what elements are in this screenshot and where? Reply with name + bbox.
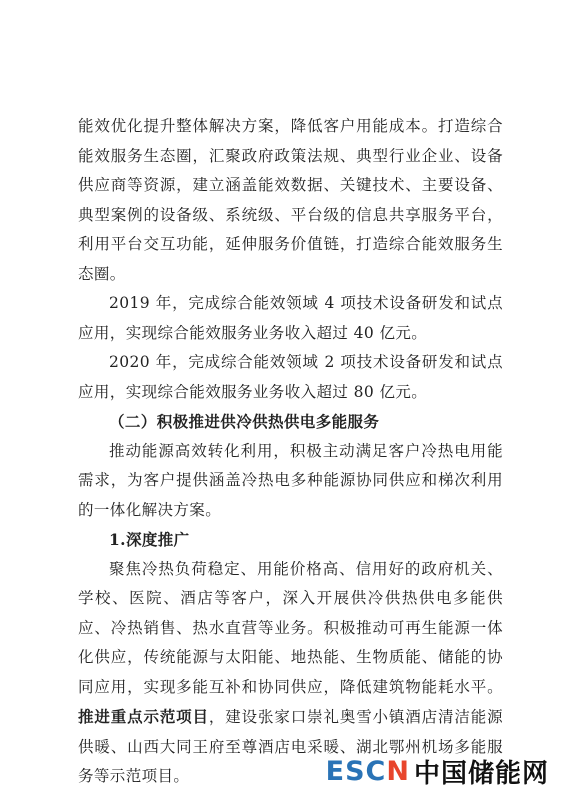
subsection-heading: 1.深度推广 [109,530,190,549]
paragraph-intro: 推动能源高效转化利用，积极主动满足客户冷热电用能需求，为客户提供涵盖冷热电多种能源协同供应和梯次利用的一体化解决方案。 [78,441,503,519]
promotion-text: 聚焦冷热负荷稳定、用能价格高、信用好的政府机关、学校、医院、酒店等客户，深入开展供冷供热供电多能供应、冷热销售、热水直营等业务。积极推动可再生能源一体化供应，传统能源与太阳能、地热能、生物质能、储能的协同应用，实现多能互补和协同供应，降低建筑物能耗水平。 [78,559,503,696]
paragraph-2019: 2019 年，完成综合能效领域 4 项技术设备研发和试点应用，实现综合能效服务业务收入超过 40 亿元。 [78,294,503,342]
logo-text-esc: ESC [325,756,387,787]
promotion-bold-text: 推进重点示范项目 [78,707,209,726]
watermark-site-name: 中国储能网 [413,759,549,789]
paragraph-1: 能效优化提升整体解决方案，降低客户用能成本。打造综合能效服务生态圈，汇聚政府政策法规、典型行业企业、设备供应商等资源，建立涵盖能效数据、关键技术、主要设备、典型案例的设备级、系统级、平台级的信息共享服务平台，利用平台交互功能，延伸服务价值链，打造综合能效服务生态圈。 [78,117,503,283]
section-heading: （二）积极推进供冷供热供电多能服务 [109,412,380,431]
paragraph-2020: 2020 年，完成综合能效领域 2 项技术设备研发和试点应用，实现综合能效服务业务收入超过 80 亿元。 [78,353,503,401]
watermark [326,753,549,790]
escn-logo [326,756,410,787]
promotion-text-end: ，建设张家口崇礼奥雪小镇酒店清洁能源供暖、山西大同王府至尊酒店电采暖、湖北鄂州机场多能服务等示范项目。 [78,708,504,785]
logo-text-n: N [386,756,410,787]
